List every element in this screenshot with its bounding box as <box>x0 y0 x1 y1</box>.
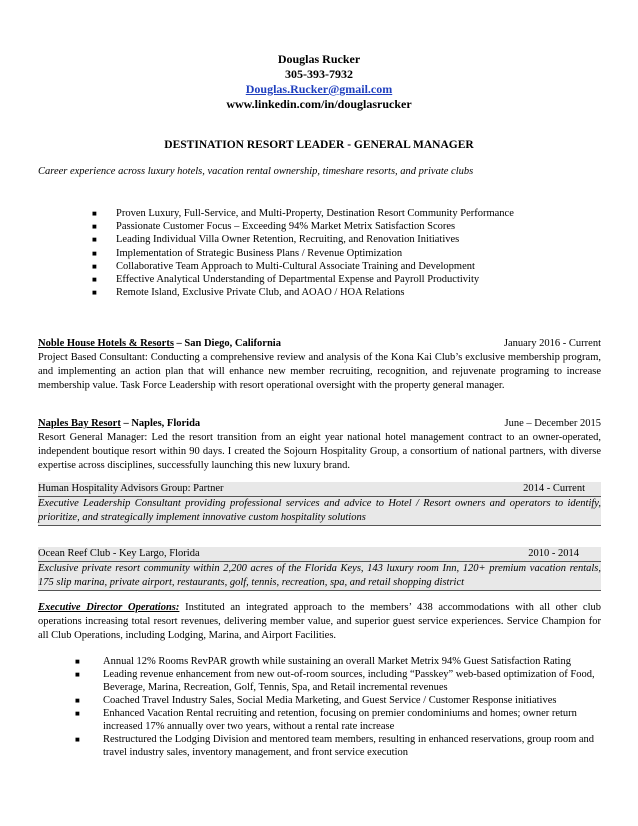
bullet-square-icon: ■ <box>92 209 97 218</box>
bullet-square-icon: ■ <box>75 735 80 745</box>
phone-number: 305-393-7932 <box>285 67 353 81</box>
company-name: Noble House Hotels & Resorts <box>38 338 174 349</box>
bullet-square-icon: ■ <box>92 235 97 245</box>
company-name: Ocean Reef Club - Key Largo, Florida <box>38 548 200 559</box>
list-item: ■ Collaborative Team Approach to Multi-Cultural Associate Training and Development <box>92 260 475 272</box>
list-item: ■ Enhanced Vacation Rental recruiting and retention, focusing on premier condominiums and homes; owner return increased 17% annually over two years, without a rental rate increase <box>75 708 577 733</box>
job-dates: January 2016 - Current <box>503 338 601 349</box>
job-description: Executive Leadership Consultant providing professional services and advice to Hotel / Resort owners and operators to identify, prioritize, and strategically implement innovative custom hospitality solutions <box>38 497 601 526</box>
list-item: ■ Remote Island, Exclusive Private Club, and AOAO / HOA Relations <box>92 287 405 299</box>
bullet-square-icon: ■ <box>75 670 80 680</box>
job-description: Exclusive private resort community within 2,200 acres of the Florida Keys, 143 luxury room Inn, 120+ premium vacation rentals, 175 slip marina, private airport, restaurants, golf, tennis, recreation, spa, and retail shopping district <box>38 562 601 591</box>
job-noble-house <box>38 337 601 393</box>
list-item: ■ Proven Luxury, Full-Service, and Multi-Property, Destination Resort Community Performance <box>92 208 514 219</box>
company-name: Human Hospitality Advisors Group: Partner <box>38 483 224 494</box>
job-dates: 2010 - 2014 <box>528 548 579 559</box>
bullet-square-icon: ■ <box>92 261 97 271</box>
job-description: Project Based Consultant: Conducting a comprehensive review and analysis of the Kona Kai Club’s exclusive membership program, and implementing an action plan that will enhance new member recruiting, recognition, and rejuvenate programing to increase membership value. Task Force Leadership with resort operational oversight with the property general manager. <box>38 352 601 391</box>
bullet-square-icon: ■ <box>75 709 80 719</box>
bullet-square-icon: ■ <box>75 696 80 706</box>
role-text: Instituted an integrated approach to the members’ 438 accommodations with all other club operations increasing total resort revenues, delivering member value, and superior guest service experiences. Service Champion for all Club Operations, including Lodging, Marina, and Airport Facilities. <box>38 602 601 641</box>
linkedin-url[interactable]: www.linkedin.com/in/douglasrucker <box>226 97 412 111</box>
job-dates: 2014 - Current <box>523 483 585 494</box>
list-item: ■ Implementation of Strategic Business Plans / Revenue Optimization <box>92 247 403 259</box>
career-tagline: Career experience across luxury hotels, vacation rental ownership, timeshare resorts, and private clubs <box>38 166 474 177</box>
bullet-square-icon: ■ <box>92 248 97 258</box>
job-ocean-reef <box>38 547 601 591</box>
list-item: ■ Annual 12% Rooms RevPAR growth while sustaining an overall Market Metrix 94% Guest Satisfaction Rating <box>75 656 571 667</box>
bullet-square-icon: ■ <box>92 288 97 298</box>
list-item: ■ Effective Analytical Understanding of Departmental Expense and Payroll Productivity <box>92 274 480 286</box>
job-dates: June – December 2015 <box>504 418 601 429</box>
job-location: – Naples, Florida <box>120 418 201 429</box>
list-item: ■ Passionate Customer Focus – Exceeding 94% Market Metrix Satisfaction Scores <box>92 221 456 233</box>
achievements-list <box>75 655 603 759</box>
email-link[interactable]: Douglas.Rucker@gmail.com <box>245 82 393 96</box>
job-description: Resort General Manager: Led the resort transition from an eight year national hotel management contract to an owner-operated, independent boutique resort within 90 days. I created the Sojourn Hospitality Group, a consortium of national partners, with diverse expertise across disciplines, successfully launching this new luxury brand. <box>38 432 601 471</box>
list-item: ■ Leading revenue enhancement from new out-of-room sources, including “Passkey” web-based optimization of Food, Beverage, Marina, Recreation, Golf, Tennis, Spa, and Retail incremental revenues <box>75 669 595 694</box>
contact-header <box>0 52 638 112</box>
highlights-list <box>92 207 514 299</box>
company-name: Naples Bay Resort <box>38 418 121 429</box>
job-human-hospitality <box>38 482 601 526</box>
bullet-square-icon: ■ <box>75 657 80 666</box>
list-item: ■ Coached Travel Industry Sales, Social Media Marketing, and Guest Service / Customer Response initiatives <box>75 695 557 707</box>
role-summary <box>38 601 601 643</box>
bullet-square-icon: ■ <box>92 275 97 285</box>
resume-headline: DESTINATION RESORT LEADER - GENERAL MANAGER <box>164 139 474 151</box>
role-title: Executive Director Operations: <box>38 602 180 613</box>
list-item: ■ Leading Individual Villa Owner Retention, Recruiting, and Renovation Initiatives <box>92 234 460 246</box>
candidate-name: Douglas Rucker <box>277 52 361 66</box>
bullet-square-icon: ■ <box>92 222 97 232</box>
job-location: – San Diego, California <box>173 338 281 349</box>
list-item: ■ Restructured the Lodging Division and mentored team members, resulting in enhanced reservations, group room and travel industry sales, inventory management, and front service execution <box>75 734 595 759</box>
job-naples-bay <box>38 417 601 473</box>
